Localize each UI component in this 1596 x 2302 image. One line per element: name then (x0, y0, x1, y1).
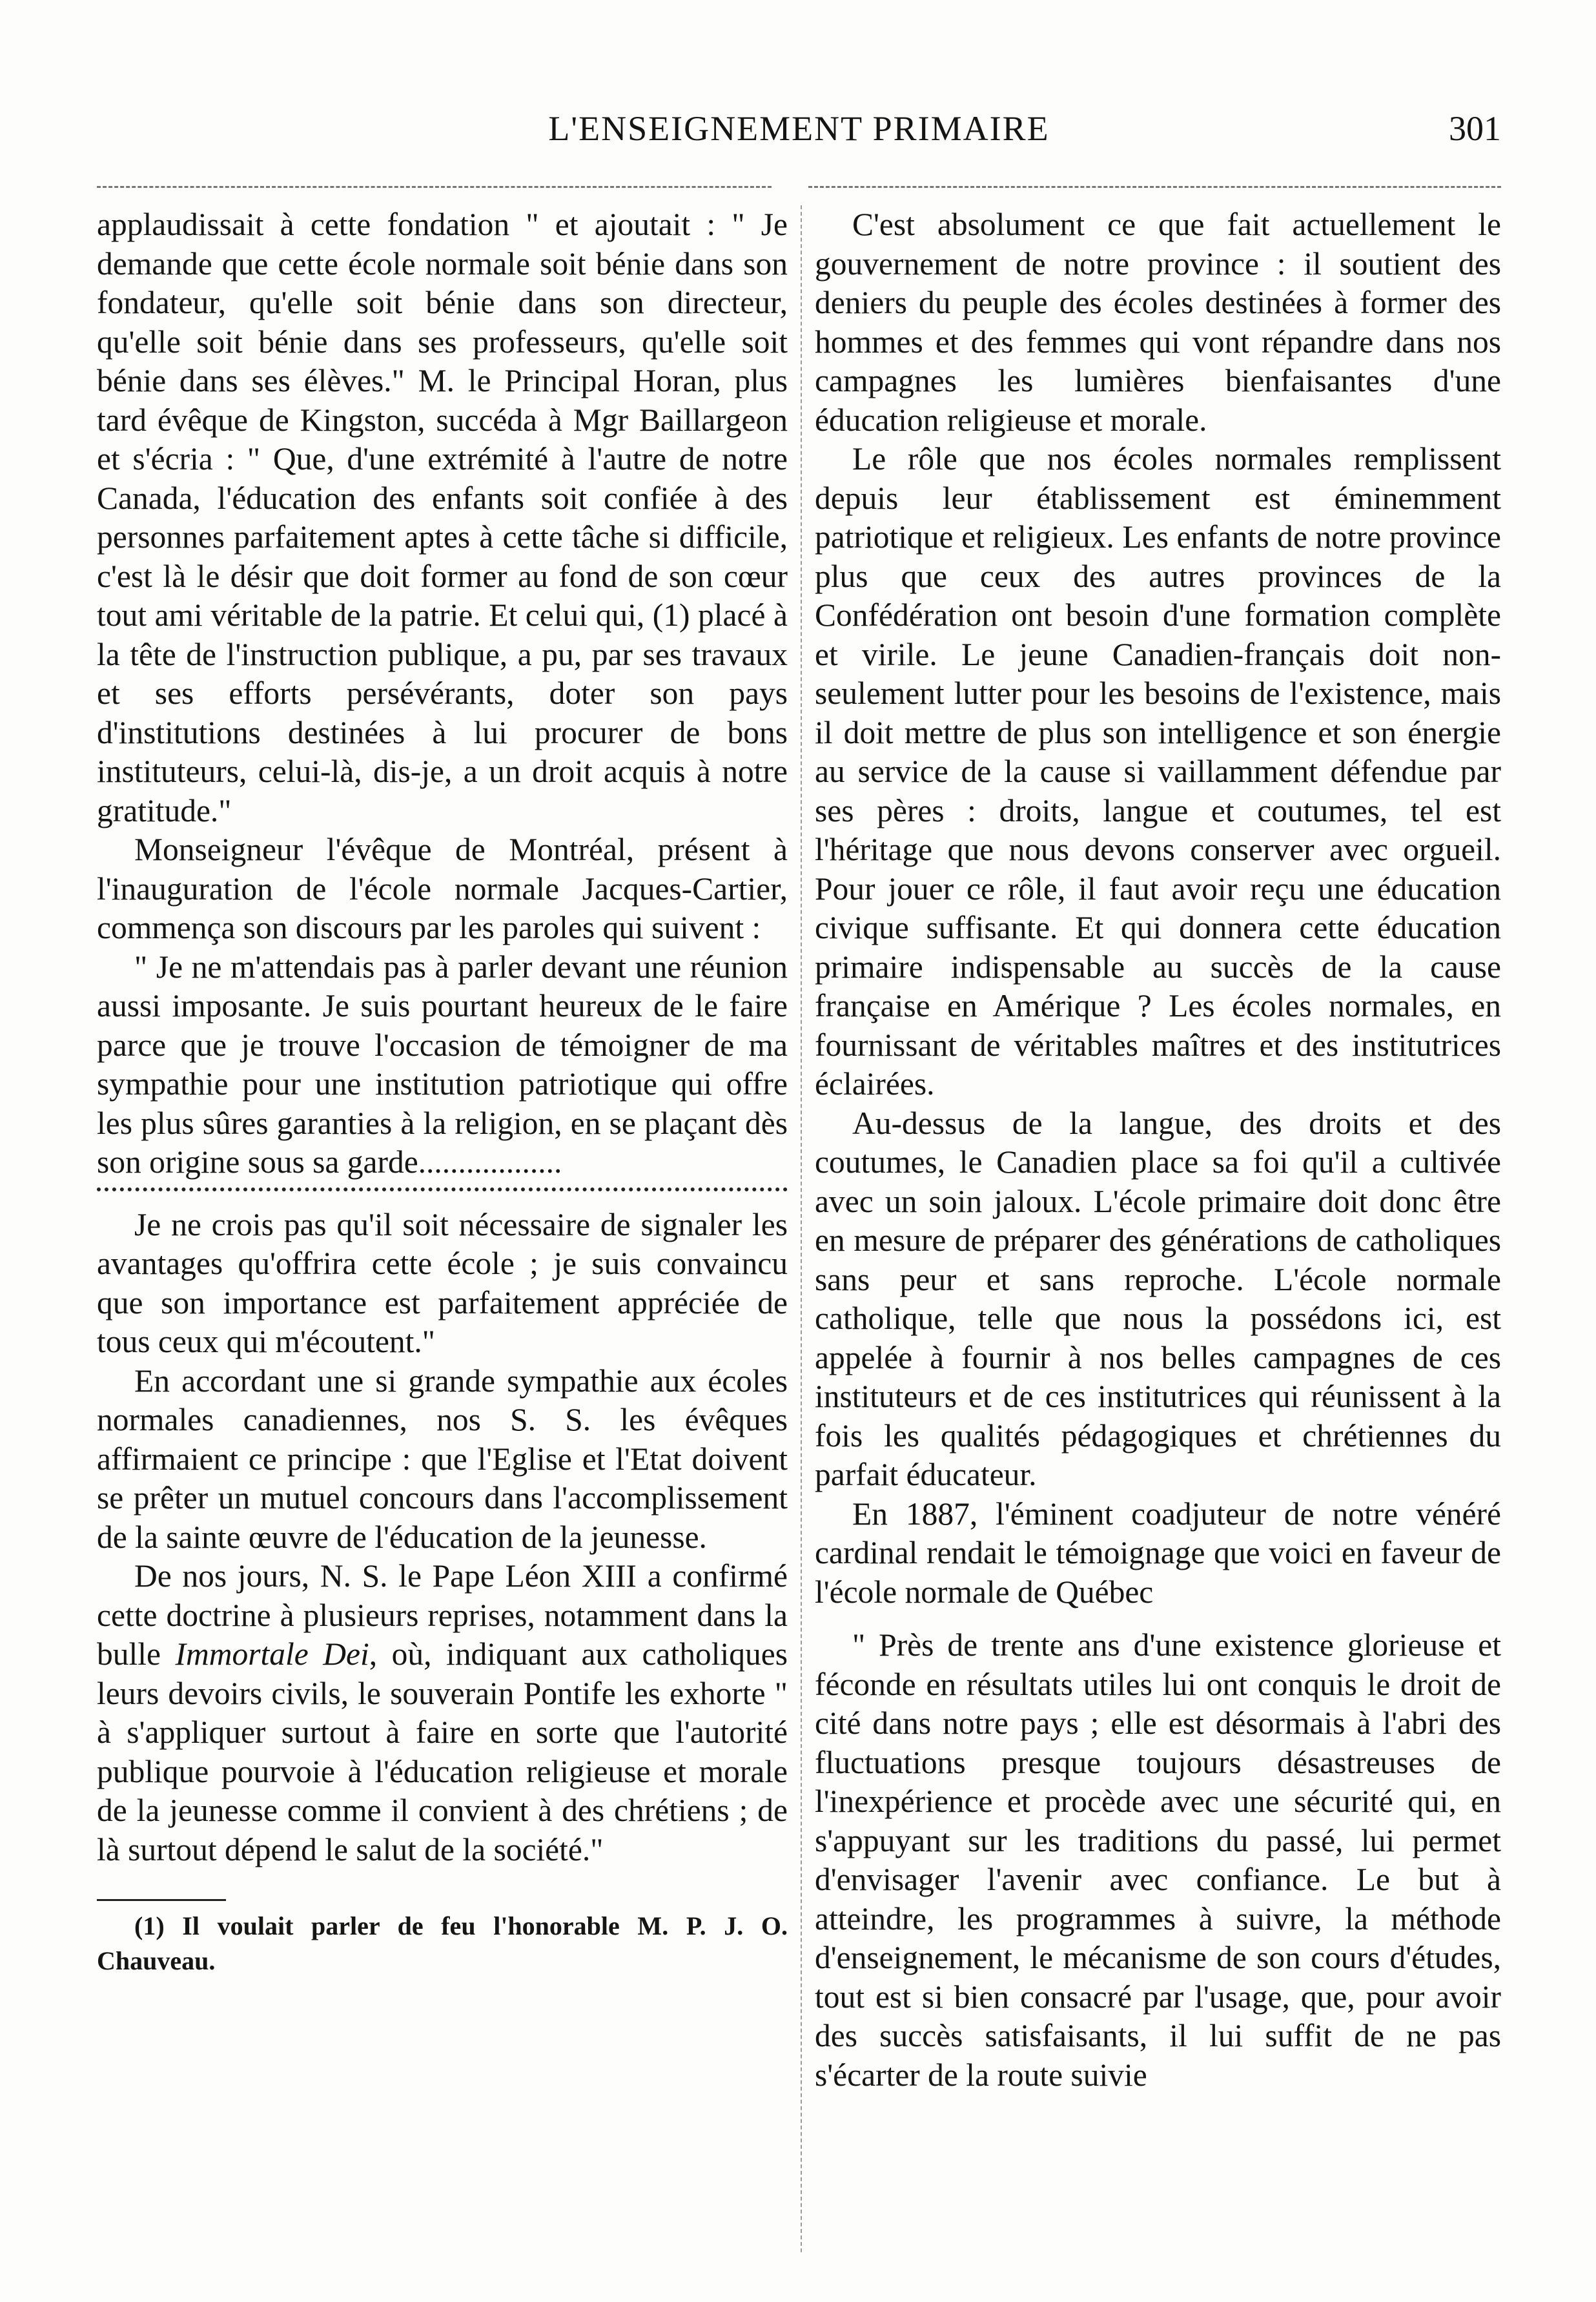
left-paragraph: " Je ne m'attendais pas à parler devant une réunion aussi imposante. Je suis pourtant heureux de le faire parce que je trouve l'occasion de témoigner de ma sympathie pour une institution patriotique qui offre les plus sûres garanties à la religion, en se plaçant dès son origine sous sa garde.................. (97, 949, 788, 1180)
running-title: L'ENSEIGNEMENT PRIMAIRE (548, 109, 1050, 148)
right-paragraph: Le rôle que nos écoles normales remplissent depuis leur établissement est éminemment patriotique et religieux. Les enfants de notre province plus que ceux des autres provinces de la Confédération ont besoin d'une formation complète et virile. Le jeune Canadien-français doit non-seulement lutter pour les besoins de l'existence, mais il doit mettre de plus son intelligence et son énergie au service de la cause si vaillamment défendue par ses pères : droits, langue et coutumes, tel est l'héritage que nous devons conserver avec orgueil. Pour jouer ce rôle, il faut avoir reçu une éducation civique suffisante. Et qui donnera cette éducation primaire indispensable au succès de la cause française en Amérique ? Les écoles normales, en fournissant de véritables maîtres et des institutrices éclairées. (815, 441, 1501, 1102)
ellipsis-dotted-line (97, 1187, 788, 1197)
column-divider (801, 205, 802, 2252)
right-column (815, 205, 1501, 2095)
left-column (97, 205, 788, 1978)
right-paragraph-quote: " Près de trente ans d'une existence glorieuse et féconde en résultats utiles lui ont conquis le droit de cité dans notre pays ; elle est désormais à l'abri des fluctuations presque toujours désastreuses de l'inexpérience et procède avec une sécurité qui, en s'appuyant sur les traditions du passé, lui permet d'envisager l'avenir avec confiance. Le but à atteindre, les programmes à suivre, la méthode d'enseignement, le mécanisme de son cours d'études, tout est si bien consacré par l'usage, que, pour avoir des succès satisfaisants, il lui suffit de ne pas s'écarter de la route suivie (815, 1627, 1501, 2093)
left-paragraph: applaudissait à cette fondation " et ajoutait : " Je demande que cette école normale soit bénie dans son fondateur, qu'elle soit bénie dans son directeur, qu'elle soit bénie dans ses professeurs, qu'elle soit bénie dans ses élèves." M. le Principal Horan, plus tard évêque de Kingston, succéda à Mgr Baillargeon et s'écria : " Que, d'une extrémité à l'autre de notre Canada, l'éducation des enfants soit confiée à des personnes parfaitement aptes à cette tâche si difficile, c'est là le désir que doit former au fond de son cœur tout ami véritable de la patrie. Et celui qui, (1) placé à la tête de l'instruction publique, a pu, par ses travaux et ses efforts persévérants, doter son pays d'institutions destinées à lui procurer de bons instituteurs, celui-là, dis-je, a un droit acquis à notre gratitude." (97, 207, 788, 828)
left-paragraph: En accordant une si grande sympathie aux écoles normales canadiennes, nos S. S. les évêques affirmaient ce principe : que l'Eglise et l'Etat doivent se prêter un mutuel concours dans l'accomplissement de la sainte œuvre de l'éducation de la jeunesse. (97, 1362, 788, 1555)
right-paragraph: Au-dessus de la langue, des droits et des coutumes, le Canadien place sa foi qu'il a cultivée avec un soin jaloux. L'école primaire doit donc être en mesure de préparer des générations de catholiques sans peur et sans reproche. L'école normale catholique, telle que nous la possédons ici, est appelée à fournir à nos belles campagnes de ces instituteurs et de ces institutrices qui réunissent à la fois les qualités pédagogiques et chrétiennes du parfait éducateur. (815, 1105, 1501, 1492)
left-paragraph: Je ne crois pas qu'il soit nécessaire de signaler les avantages qu'offrira cette école ; je suis convaincu que son importance est parfaitement appréciée de tous ceux qui m'écoutent." (97, 1206, 788, 1359)
footnote-rule (97, 1899, 226, 1901)
left-paragraph-leo (97, 1557, 788, 1869)
right-paragraph: En 1887, l'éminent coadjuteur de notre vénéré cardinal rendait le témoignage que voici en faveur de l'école normale de Québec (815, 1495, 1501, 1610)
leo-text-after: , où, indiquant aux catholiques leurs devoirs civils, le souverain Pontife les exhorte " à s'appliquer surtout à faire en sorte que l'autorité publique pourvoie à l'éducation religieuse et morale de la jeunesse comme il convient à des chrétiens ; de là surtout dépend le salut de la société." (97, 1636, 788, 1867)
bull-title: Immortale Dei (175, 1636, 369, 1672)
footnote: (1) Il voulait parler de feu l'honorable M. P. J. O. Chauveau. (97, 1911, 788, 1975)
leo-text-before: De nos jours, N. S. le Pape Léon XIII a confirmé cette doctrine à plusieurs reprises, notamment dans la bulle (97, 1558, 788, 1672)
page-number: 301 (1449, 109, 1501, 148)
header-rule-left (97, 186, 772, 188)
running-head (97, 108, 1501, 154)
header-rule-right (808, 186, 1501, 188)
right-paragraph: C'est absolument ce que fait actuellement le gouvernement de notre province : il soutient des deniers du peuple des écoles destinées à former des hommes et des femmes qui vont répandre dans nos campagnes les lumières bienfaisantes d'une éducation religieuse et morale. (815, 207, 1501, 438)
left-paragraph: Monseigneur l'évêque de Montréal, présent à l'inauguration de l'école normale Jacques-Cartier, commença son discours par les paroles qui suivent : (97, 832, 788, 945)
